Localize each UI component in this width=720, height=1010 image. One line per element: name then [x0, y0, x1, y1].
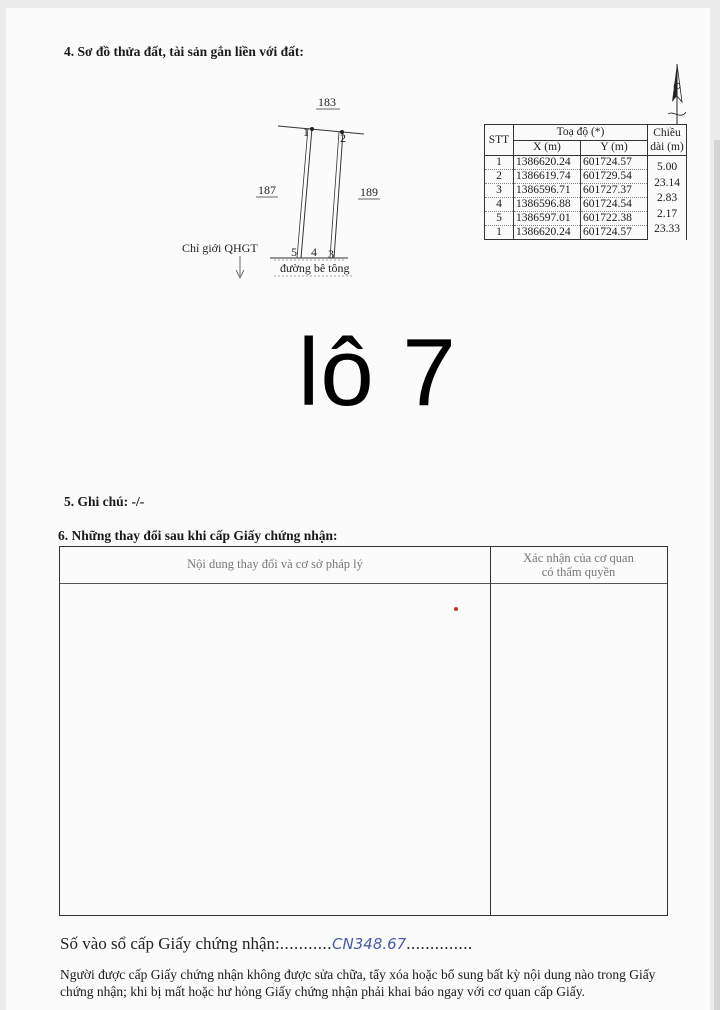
section-4-title: 4. Sơ đồ thửa đất, tài sản gắn liền với đất:	[64, 44, 304, 59]
vertex-1-label: 1	[303, 125, 309, 139]
parcel-right-edge	[334, 132, 343, 258]
coord-header-coordinates: Toạ độ (*)	[514, 125, 648, 141]
length-value: 2.83	[656, 192, 678, 204]
changes-col2-header-line1: Xác nhận của cơ quan	[523, 551, 634, 565]
row-x: 1386620.24	[514, 156, 581, 170]
vertex-2-label: 2	[340, 131, 346, 145]
registration-dots: ...........	[279, 934, 333, 953]
row-x: 1386620.24	[514, 226, 581, 240]
lot-overlay-label: lô 7	[298, 319, 457, 426]
coord-header-length: Chiều dài (m)	[648, 125, 687, 156]
section-6-title: 6. Những thay đổi sau khi cấp Giấy chứng nhận:	[58, 528, 338, 543]
row-x: 1386596.71	[514, 184, 581, 198]
road-label: đường bê tông	[280, 261, 350, 275]
neighbor-189-label: 189	[360, 185, 378, 199]
registration-label: Số vào sổ cấp Giấy chứng nhận:	[60, 934, 280, 953]
changes-column-divider	[490, 547, 491, 915]
parcel-right-edge-inner	[330, 132, 339, 258]
length-value: 2.17	[656, 207, 678, 220]
row-x: 1386597.01	[514, 212, 581, 226]
footer-note: Người được cấp Giấy chứng nhận không được sửa chữa, tẩy xóa hoặc bổ sung bất kỳ nội dung nào trong Giấy chứng nhận; khi bị mất hoặc hư hỏng Giấy chứng nhận phải khai báo ngay với cơ quan cấp Giấy.	[60, 967, 656, 999]
row-stt: 4	[485, 198, 514, 212]
red-dot-mark	[454, 607, 458, 611]
scrollbar[interactable]	[714, 140, 720, 1010]
vertex-4-label: 4	[311, 245, 317, 259]
registration-number: CN348.67	[332, 935, 407, 953]
vertex-5-label: 5	[291, 245, 297, 259]
row-y: 601729.54	[581, 170, 648, 184]
row-y: 601724.54	[581, 198, 648, 212]
row-x: 1386596.88	[514, 198, 581, 212]
changes-col2-header-line2: có thẩm quyền	[541, 565, 616, 579]
vertex-3-label: 3	[328, 247, 334, 261]
row-y: 601724.57	[581, 156, 648, 170]
length-value: 23.33	[654, 223, 680, 235]
neighbor-183-label: 183	[318, 95, 336, 109]
coord-header-x: X (m)	[514, 140, 581, 156]
row-stt: 5	[485, 212, 514, 226]
length-column	[648, 156, 687, 240]
row-x: 1386619.74	[514, 170, 581, 184]
row-stt: 1	[485, 156, 514, 170]
neighbor-187-label: 187	[258, 183, 276, 197]
coord-header-stt: STT	[485, 125, 514, 156]
length-value: 5.00	[656, 161, 678, 173]
changes-col1-header: Nội dung thay đổi và cơ sở pháp lý	[187, 557, 363, 571]
table-row	[485, 156, 687, 170]
row-stt: 1	[485, 226, 514, 240]
row-stt: 3	[485, 184, 514, 198]
north-arrow-icon	[664, 62, 690, 128]
changes-table	[59, 546, 668, 916]
changes-header-divider	[60, 583, 667, 584]
boundary-label: Chỉ giới QHGT	[182, 241, 258, 255]
vertex-1-marker	[310, 127, 314, 131]
coord-header-y: Y (m)	[581, 140, 648, 156]
registration-dots-after: ..............	[406, 934, 473, 953]
length-value: 23.14	[654, 176, 680, 189]
row-y: 601724.57	[581, 226, 648, 240]
plot-sketch	[170, 90, 400, 280]
registration-number-line	[60, 934, 473, 954]
top-boundary-line	[278, 126, 364, 134]
row-y: 601727.37	[581, 184, 648, 198]
coordinate-table	[484, 124, 687, 240]
row-y: 601722.38	[581, 212, 648, 226]
changes-col2-header	[490, 551, 667, 579]
section-5-notes: 5. Ghi chú: -/-	[64, 494, 145, 509]
row-stt: 2	[485, 170, 514, 184]
